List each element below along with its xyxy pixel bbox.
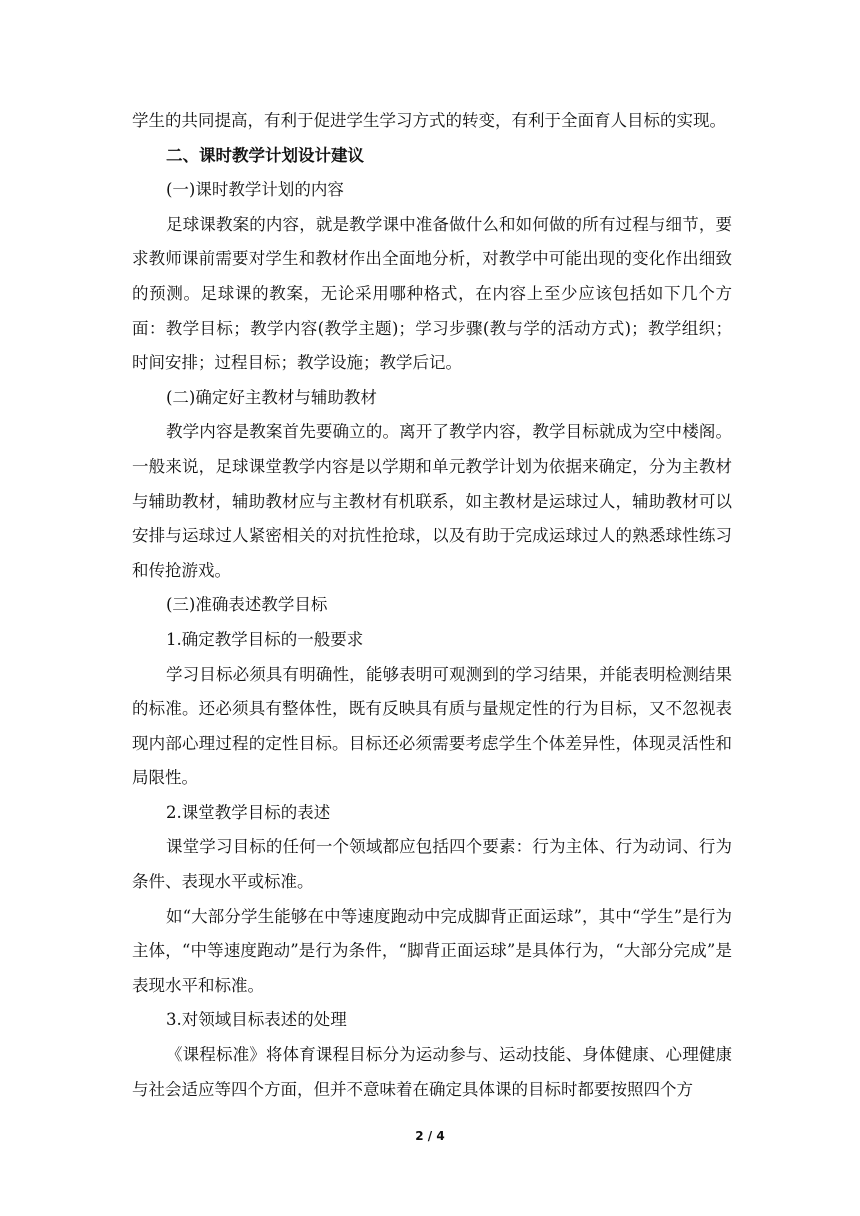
paragraph: 足球课教案的内容，就是教学课中准备做什么和如何做的所有过程与细节，要求教师课前需要对学生和教材作出全面地分析，对教学中可能出现的变化作出细致的预测。足球课的教案，无论采用哪种格式，在内容上至少应该包括如下几个方面：教学目标；教学内容(教学主题)；学习步骤(教与学的活动方式)；教学组织；时间安排；过程目标；教学设施；教学后记。 [132, 214, 732, 373]
paragraph: 《课程标准》将体育课程目标分为运动参与、运动技能、身体健康、心理健康与社会适应等四个方面，但并不意味着在确定具体课的目标时都要按照四个方 [132, 1045, 732, 1099]
numbered-heading: 2.课堂教学目标的表述 [166, 802, 331, 822]
numbered-heading: 1.确定教学目标的一般要求 [166, 629, 364, 649]
page-body [132, 104, 732, 1107]
paragraph: 如“大部分学生能够在中等速度跑动中完成脚背正面运球”，其中“学生”是行为主体，“中等速度跑动”是行为条件，“脚背正面运球”是具体行为，“大部分完成”是表现水平和标准。 [132, 906, 732, 995]
subsection-heading: (二)确定好主教材与辅助教材 [166, 387, 377, 407]
numbered-heading: 3.对领域目标表述的处理 [166, 1010, 347, 1030]
section-heading: 二、课时教学计划设计建议 [166, 145, 364, 165]
paragraph: 教学内容是教案首先要确立的。离开了教学内容，教学目标就成为空中楼阁。一般来说，足球课堂教学内容是以学期和单元教学计划为依据来确定，分为主教材与辅助教材，辅助教材应与主教材有机联系，如主教材是运球过人，辅助教材可以安排与运球过人紧密相关的对抗性抢球，以及有助于完成运球过人的熟悉球性练习和传抢游戏。 [132, 422, 732, 580]
paragraph: 学习目标必须具有明确性，能够表明可观测到的学习结果，并能表明检测结果的标准。还必须具有整体性，既有反映具有质与量规定性的行为目标，又不忽视表现内部心理过程的定性目标。目标还必须需要考虑学生个体差异性，体现灵活性和局限性。 [132, 664, 732, 788]
subsection-heading: (一)课时教学计划的内容 [166, 180, 344, 200]
page-number: 2 / 4 [415, 1129, 445, 1143]
subsection-heading: (三)准确表述教学目标 [166, 595, 328, 615]
paragraph: 课堂学习目标的任何一个领域都应包括四个要素：行为主体、行为动词、行为条件、表现水平或标准。 [132, 837, 732, 892]
paragraph-continuation: 学生的共同提高，有利于促进学生学习方式的转变，有利于全面育人目标的实现。 [132, 111, 726, 130]
